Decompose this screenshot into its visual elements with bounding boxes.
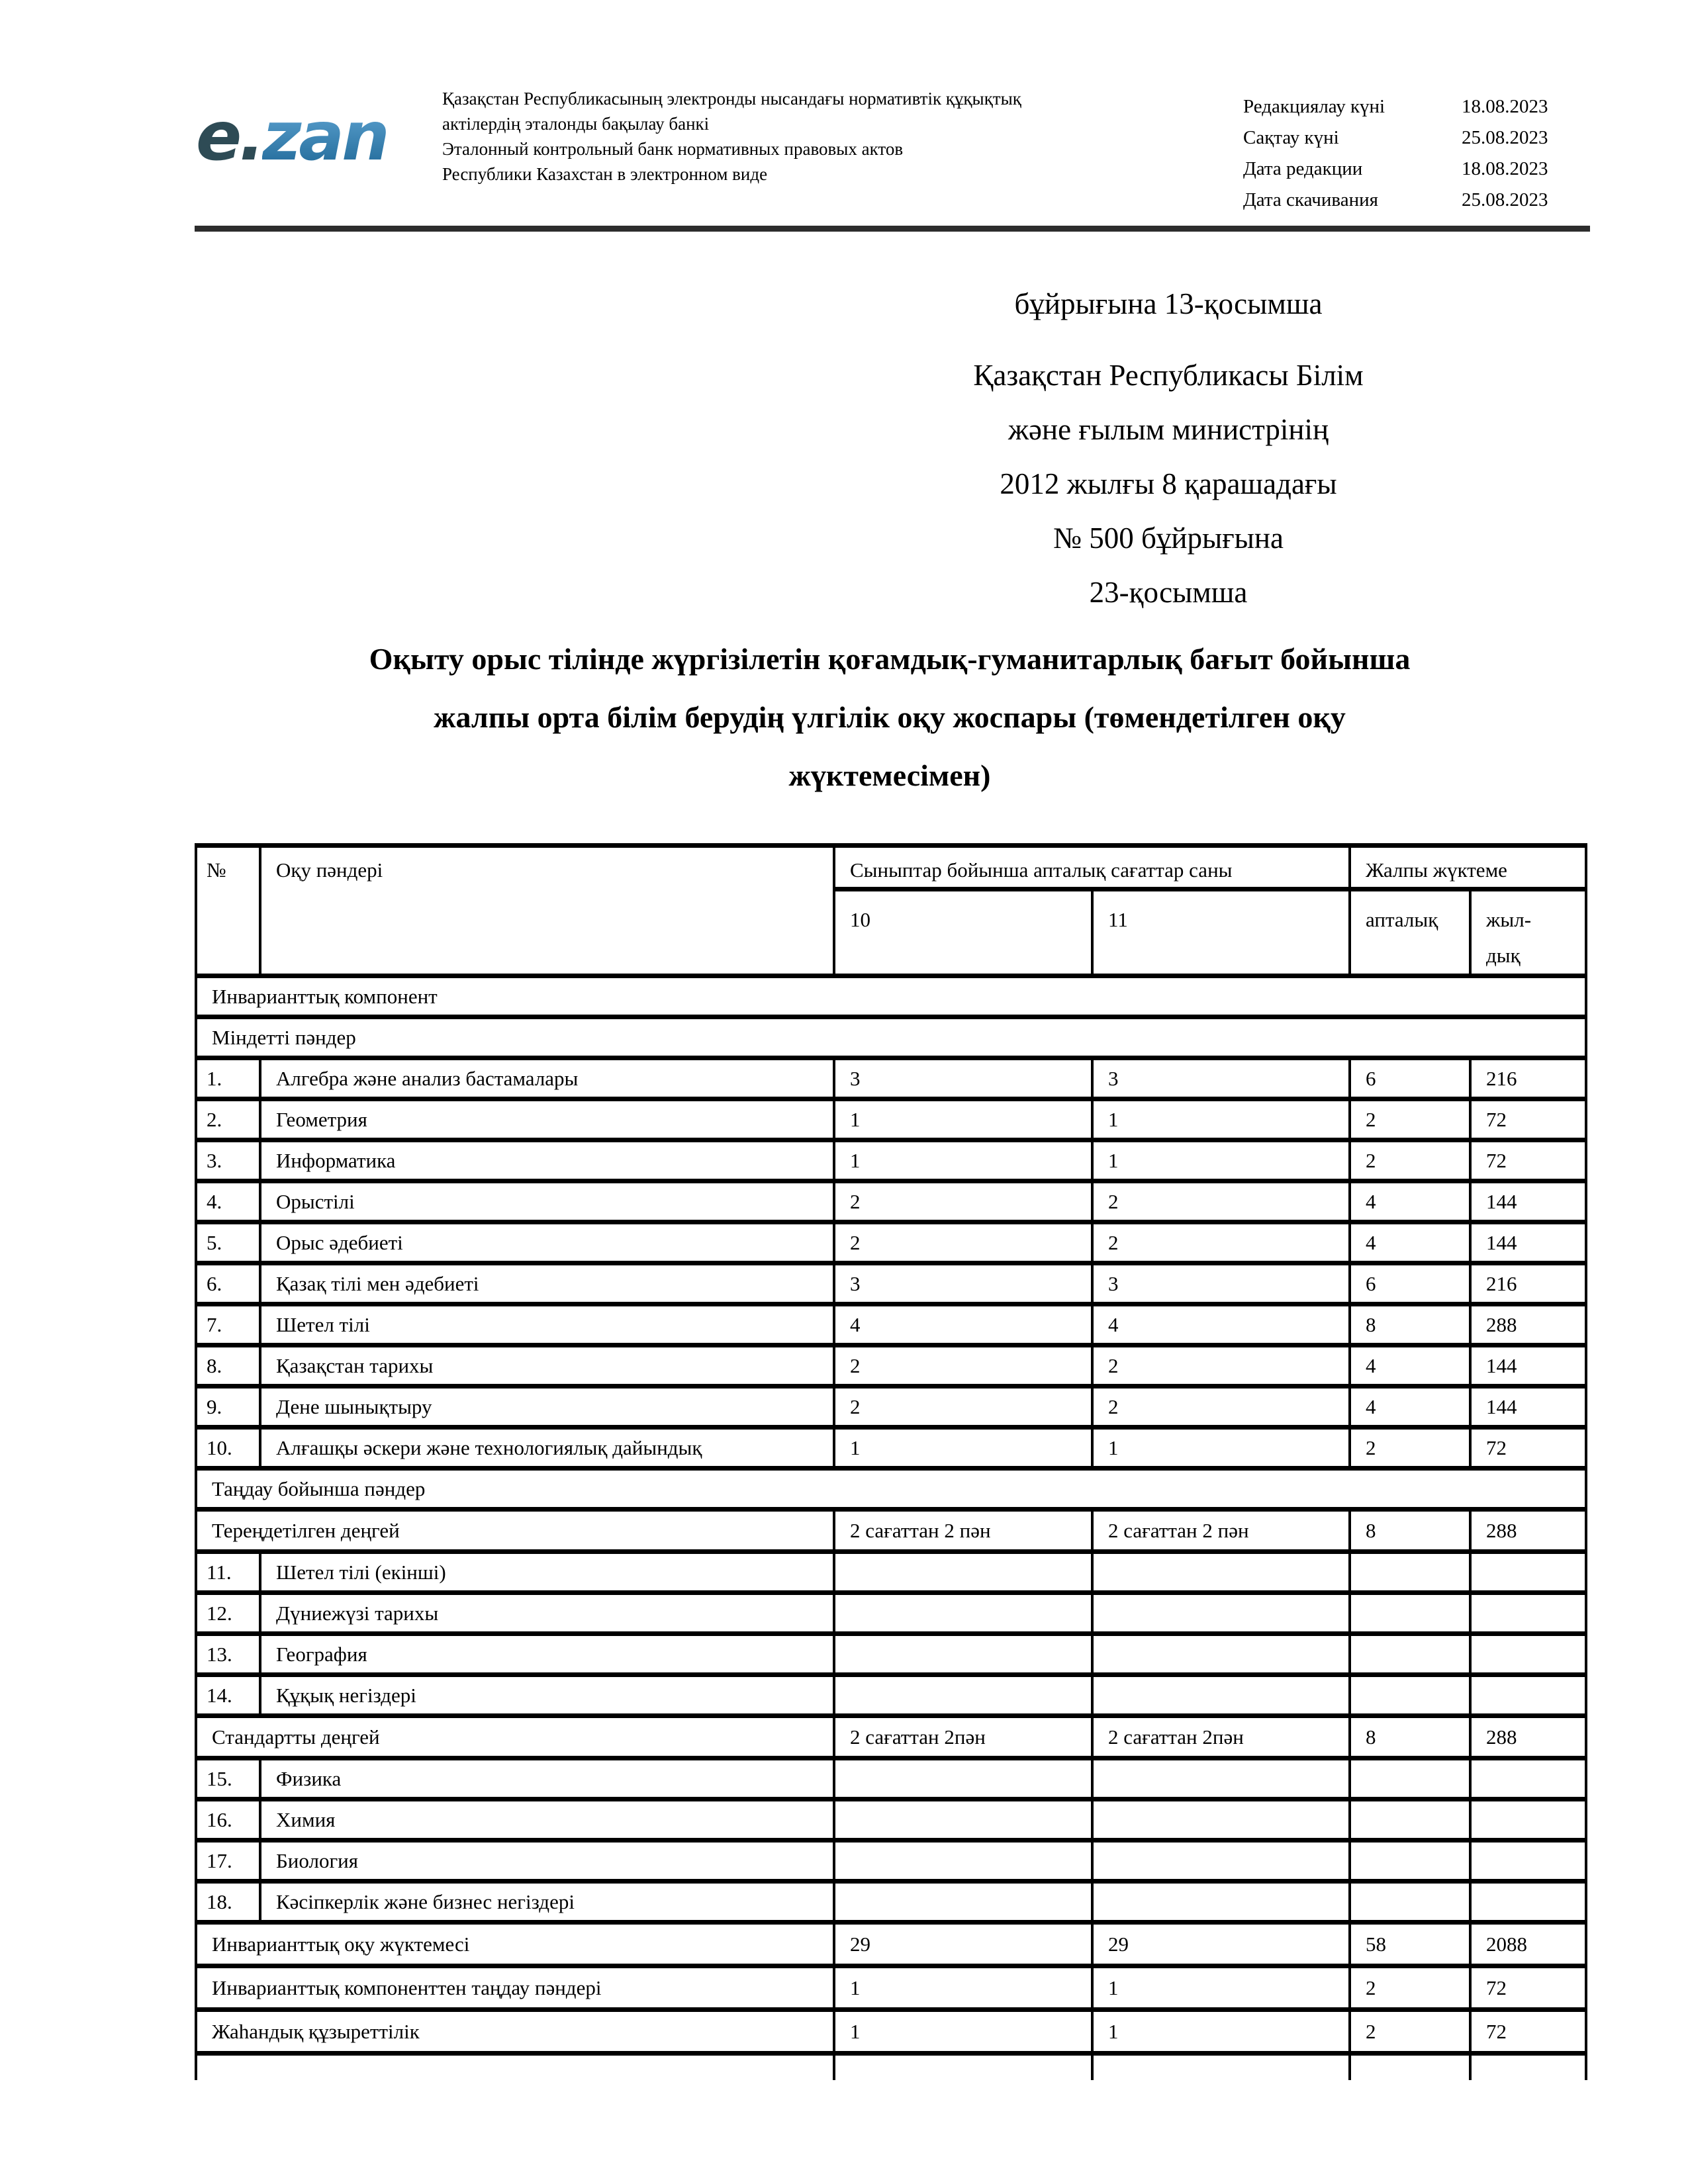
level-label-cell: Стандартты деңгей bbox=[196, 1716, 834, 1758]
total-label-cell bbox=[196, 2054, 834, 2080]
yearly-cell: 144 bbox=[1470, 1345, 1586, 1387]
subject-cell: Информатика bbox=[260, 1140, 834, 1181]
grade10-cell bbox=[834, 1758, 1092, 1799]
subject-row bbox=[196, 1675, 1586, 1716]
section-label-cell: Таңдау бойынша пәндер bbox=[196, 1469, 1586, 1510]
total-label-cell: Жаһандық құзыреттілік bbox=[196, 2010, 834, 2054]
date-value: 25.08.2023 bbox=[1462, 127, 1548, 148]
page-title-line: жүктемесімен) bbox=[788, 758, 991, 792]
weekly-cell: 4 bbox=[1350, 1387, 1470, 1428]
col-header-yearly: жыл-дық bbox=[1470, 889, 1586, 976]
weekly-cell: 6 bbox=[1350, 1263, 1470, 1304]
appendix-line: Қазақстан Республикасы Білім bbox=[973, 359, 1364, 392]
subject-cell: Алгебра және анализ бастамалары bbox=[260, 1058, 834, 1099]
num-cell: 5. bbox=[196, 1222, 260, 1263]
yearly-cell: 144 bbox=[1470, 1387, 1586, 1428]
total-row bbox=[196, 1966, 1586, 2010]
document-dates bbox=[1243, 91, 1548, 216]
weekly-cell: 2 bbox=[1350, 1428, 1470, 1469]
subject-row bbox=[196, 1058, 1586, 1099]
grade11-cell: 2 сағаттан 2пән bbox=[1092, 1716, 1350, 1758]
weekly-cell: 8 bbox=[1350, 1304, 1470, 1345]
subject-cell: Қазақстан тарихы bbox=[260, 1345, 834, 1387]
appendix-line: № 500 бұйрығына bbox=[1053, 522, 1284, 555]
level-row bbox=[196, 1716, 1586, 1758]
subject-row bbox=[196, 1882, 1586, 1923]
date-value: 18.08.2023 bbox=[1462, 96, 1548, 117]
total-label-cell: Инварианттық оқу жүктемесі bbox=[196, 1923, 834, 1966]
subject-row bbox=[196, 1304, 1586, 1345]
weekly-cell bbox=[1350, 2054, 1470, 2080]
weekly-cell: 4 bbox=[1350, 1345, 1470, 1387]
num-cell: 18. bbox=[196, 1882, 260, 1923]
col-header-grade-11: 11 bbox=[1092, 889, 1350, 976]
yearly-cell: 72 bbox=[1470, 1099, 1586, 1140]
yearly-cell: 216 bbox=[1470, 1058, 1586, 1099]
subject-cell: Орыс әдебиеті bbox=[260, 1222, 834, 1263]
subject-cell: Алғашқы әскери және технологиялық дайындық bbox=[260, 1428, 834, 1469]
weekly-cell: 2 bbox=[1350, 1966, 1470, 2010]
page-title bbox=[195, 630, 1585, 805]
date-label: Редакциялау күні bbox=[1243, 96, 1385, 117]
grade10-cell: 1 bbox=[834, 2010, 1092, 2054]
grade11-cell bbox=[1092, 1841, 1350, 1882]
subject-cell: Қазақ тілі мен әдебиеті bbox=[260, 1263, 834, 1304]
level-label-cell: Тереңдетілген деңгей bbox=[196, 1510, 834, 1552]
subject-cell: Шетел тілі bbox=[260, 1304, 834, 1345]
date-value: 18.08.2023 bbox=[1462, 158, 1548, 179]
grade11-cell: 1 bbox=[1092, 2010, 1350, 2054]
weekly-cell: 58 bbox=[1350, 1923, 1470, 1966]
grade10-cell bbox=[834, 1675, 1092, 1716]
col-header-total-load: Жалпы жүктеме bbox=[1350, 846, 1586, 889]
partial-row bbox=[196, 2054, 1586, 2080]
yearly-cell: 288 bbox=[1470, 1510, 1586, 1552]
yearly-cell: 144 bbox=[1470, 1222, 1586, 1263]
num-cell: 8. bbox=[196, 1345, 260, 1387]
grade10-cell: 2 bbox=[834, 1181, 1092, 1222]
weekly-cell: 4 bbox=[1350, 1181, 1470, 1222]
grade10-cell: 2 сағаттан 2пән bbox=[834, 1716, 1092, 1758]
grade11-cell: 2 bbox=[1092, 1181, 1350, 1222]
yearly-cell bbox=[1470, 1552, 1586, 1593]
date-label: Дата скачивания bbox=[1243, 189, 1378, 210]
grade11-cell bbox=[1092, 1675, 1350, 1716]
subject-cell: Геометрия bbox=[260, 1099, 834, 1140]
grade11-cell bbox=[1092, 1634, 1350, 1675]
appendix-line: 23-қосымша bbox=[1089, 576, 1248, 609]
ezan-logo bbox=[196, 97, 387, 176]
section-row bbox=[196, 1017, 1586, 1058]
grade11-cell bbox=[1092, 2054, 1350, 2080]
bank-title-line: Қазақстан Республикасының электронды нысандағы нормативтік құқықтық bbox=[442, 89, 1021, 109]
weekly-cell: 6 bbox=[1350, 1058, 1470, 1099]
bank-title-line: Республики Казахстан в электронном виде bbox=[442, 164, 768, 184]
grade10-cell: 1 bbox=[834, 1099, 1092, 1140]
weekly-cell bbox=[1350, 1593, 1470, 1634]
grade11-cell: 2 bbox=[1092, 1222, 1350, 1263]
yearly-cell bbox=[1470, 1841, 1586, 1882]
grade11-cell: 1 bbox=[1092, 1966, 1350, 2010]
page-title-line: Оқыту орыс тілінде жүргізілетін қоғамдық-гуманитарлық бағыт бойынша bbox=[369, 642, 1411, 676]
grade11-cell bbox=[1092, 1593, 1350, 1634]
total-row bbox=[196, 1923, 1586, 1966]
yearly-cell bbox=[1470, 2054, 1586, 2080]
grade10-cell bbox=[834, 1841, 1092, 1882]
subject-cell: Химия bbox=[260, 1799, 834, 1841]
col-header-weekly: апталық bbox=[1350, 889, 1470, 976]
subject-cell: Дүниежүзі тарихы bbox=[260, 1593, 834, 1634]
grade11-cell bbox=[1092, 1758, 1350, 1799]
date-label: Сақтау күні bbox=[1243, 127, 1339, 148]
grade10-cell bbox=[834, 1593, 1092, 1634]
curriculum-table bbox=[195, 843, 1587, 2080]
subject-cell: Құқық негіздері bbox=[260, 1675, 834, 1716]
grade11-cell: 3 bbox=[1092, 1263, 1350, 1304]
grade11-cell bbox=[1092, 1882, 1350, 1923]
subject-row bbox=[196, 1099, 1586, 1140]
subject-row bbox=[196, 1140, 1586, 1181]
subject-row bbox=[196, 1841, 1586, 1882]
subject-row bbox=[196, 1593, 1586, 1634]
weekly-cell bbox=[1350, 1634, 1470, 1675]
weekly-cell bbox=[1350, 1882, 1470, 1923]
grade11-cell: 2 bbox=[1092, 1345, 1350, 1387]
yearly-cell bbox=[1470, 1882, 1586, 1923]
grade11-cell: 2 bbox=[1092, 1387, 1350, 1428]
weekly-cell bbox=[1350, 1758, 1470, 1799]
section-label-cell: Инварианттық компонент bbox=[196, 976, 1586, 1017]
num-cell: 1. bbox=[196, 1058, 260, 1099]
num-cell: 17. bbox=[196, 1841, 260, 1882]
yearly-cell bbox=[1470, 1634, 1586, 1675]
yearly-cell: 288 bbox=[1470, 1716, 1586, 1758]
logo-text-dark: e. bbox=[196, 97, 262, 176]
subject-cell: Орыстілі bbox=[260, 1181, 834, 1222]
section-label-cell: Міндетті пәндер bbox=[196, 1017, 1586, 1058]
grade11-cell: 1 bbox=[1092, 1099, 1350, 1140]
grade10-cell: 1 bbox=[834, 1966, 1092, 2010]
yearly-cell bbox=[1470, 1593, 1586, 1634]
grade10-cell: 2 bbox=[834, 1387, 1092, 1428]
grade10-cell bbox=[834, 1552, 1092, 1593]
grade10-cell: 4 bbox=[834, 1304, 1092, 1345]
yearly-cell: 288 bbox=[1470, 1304, 1586, 1345]
yearly-cell: 144 bbox=[1470, 1181, 1586, 1222]
appendix-line: 2012 жылғы 8 қарашадағы bbox=[1000, 467, 1337, 500]
num-cell: 14. bbox=[196, 1675, 260, 1716]
grade11-cell: 1 bbox=[1092, 1140, 1350, 1181]
subject-row bbox=[196, 1428, 1586, 1469]
date-value: 25.08.2023 bbox=[1462, 189, 1548, 210]
bank-title-line: Эталонный контрольный банк нормативных правовых актов bbox=[442, 139, 904, 159]
subject-row bbox=[196, 1387, 1586, 1428]
appendix-line: және ғылым министрінің bbox=[1008, 413, 1329, 446]
grade10-cell bbox=[834, 2054, 1092, 2080]
weekly-cell: 2 bbox=[1350, 2010, 1470, 2054]
logo-text-blue: zan bbox=[261, 97, 387, 176]
total-row bbox=[196, 2010, 1586, 2054]
grade10-cell bbox=[834, 1799, 1092, 1841]
weekly-cell bbox=[1350, 1841, 1470, 1882]
grade11-cell: 2 сағаттан 2 пән bbox=[1092, 1510, 1350, 1552]
yearly-cell: 72 bbox=[1470, 1428, 1586, 1469]
subject-row bbox=[196, 1263, 1586, 1304]
yearly-cell bbox=[1470, 1799, 1586, 1841]
num-cell: 16. bbox=[196, 1799, 260, 1841]
grade10-cell: 29 bbox=[834, 1923, 1092, 1966]
section-row bbox=[196, 1469, 1586, 1510]
grade11-cell: 3 bbox=[1092, 1058, 1350, 1099]
weekly-cell: 8 bbox=[1350, 1510, 1470, 1552]
weekly-cell: 8 bbox=[1350, 1716, 1470, 1758]
subject-cell: Биология bbox=[260, 1841, 834, 1882]
grade11-cell bbox=[1092, 1552, 1350, 1593]
subject-row bbox=[196, 1345, 1586, 1387]
header-divider bbox=[195, 226, 1590, 232]
yearly-cell: 216 bbox=[1470, 1263, 1586, 1304]
grade10-cell: 2 bbox=[834, 1345, 1092, 1387]
col-header-num: № bbox=[196, 846, 260, 976]
grade10-cell: 2 сағаттан 2 пән bbox=[834, 1510, 1092, 1552]
num-cell: 10. bbox=[196, 1428, 260, 1469]
col-header-grade-10: 10 bbox=[834, 889, 1092, 976]
bank-title bbox=[442, 86, 1230, 187]
date-label: Дата редакции bbox=[1243, 158, 1363, 179]
subject-row bbox=[196, 1181, 1586, 1222]
weekly-cell bbox=[1350, 1799, 1470, 1841]
yearly-cell bbox=[1470, 1675, 1586, 1716]
col-header-subjects: Оқу пәндері bbox=[260, 846, 834, 976]
num-cell: 13. bbox=[196, 1634, 260, 1675]
weekly-cell: 2 bbox=[1350, 1140, 1470, 1181]
subject-cell: Шетел тілі (екінші) bbox=[260, 1552, 834, 1593]
grade10-cell: 1 bbox=[834, 1428, 1092, 1469]
yearly-cell: 72 bbox=[1470, 2010, 1586, 2054]
num-cell: 6. bbox=[196, 1263, 260, 1304]
grade11-cell: 29 bbox=[1092, 1923, 1350, 1966]
weekly-cell bbox=[1350, 1552, 1470, 1593]
subject-row bbox=[196, 1634, 1586, 1675]
num-cell: 7. bbox=[196, 1304, 260, 1345]
subject-cell: Кәсіпкерлік және бизнес негіздері bbox=[260, 1882, 834, 1923]
col-header-hours-by-class: Сыныптар бойынша апталық сағаттар саны bbox=[834, 846, 1350, 889]
grade11-cell bbox=[1092, 1799, 1350, 1841]
yearly-cell: 72 bbox=[1470, 1966, 1586, 2010]
subject-row bbox=[196, 1552, 1586, 1593]
total-label-cell: Инварианттық компоненттен таңдау пәндері bbox=[196, 1966, 834, 2010]
grade10-cell bbox=[834, 1882, 1092, 1923]
table-header-row bbox=[196, 846, 1586, 889]
num-cell: 12. bbox=[196, 1593, 260, 1634]
subject-row bbox=[196, 1799, 1586, 1841]
bank-title-line: актілердің эталонды бақылау банкі bbox=[442, 114, 710, 134]
appendix-line: бұйрығына 13-қосымша bbox=[1014, 287, 1323, 320]
subject-cell: Дене шынықтыру bbox=[260, 1387, 834, 1428]
grade11-cell: 1 bbox=[1092, 1428, 1350, 1469]
num-cell: 4. bbox=[196, 1181, 260, 1222]
num-cell: 3. bbox=[196, 1140, 260, 1181]
appendix-block bbox=[907, 277, 1430, 619]
grade10-cell bbox=[834, 1634, 1092, 1675]
grade10-cell: 1 bbox=[834, 1140, 1092, 1181]
num-cell: 2. bbox=[196, 1099, 260, 1140]
weekly-cell: 2 bbox=[1350, 1099, 1470, 1140]
grade10-cell: 3 bbox=[834, 1058, 1092, 1099]
num-cell: 15. bbox=[196, 1758, 260, 1799]
yearly-cell: 2088 bbox=[1470, 1923, 1586, 1966]
section-row bbox=[196, 976, 1586, 1017]
subject-row bbox=[196, 1222, 1586, 1263]
grade10-cell: 2 bbox=[834, 1222, 1092, 1263]
num-cell: 9. bbox=[196, 1387, 260, 1428]
grade10-cell: 3 bbox=[834, 1263, 1092, 1304]
yearly-cell bbox=[1470, 1758, 1586, 1799]
subject-row bbox=[196, 1758, 1586, 1799]
subject-cell: География bbox=[260, 1634, 834, 1675]
level-row bbox=[196, 1510, 1586, 1552]
grade11-cell: 4 bbox=[1092, 1304, 1350, 1345]
weekly-cell bbox=[1350, 1675, 1470, 1716]
weekly-cell: 4 bbox=[1350, 1222, 1470, 1263]
yearly-cell: 72 bbox=[1470, 1140, 1586, 1181]
page-title-line: жалпы орта білім берудің үлгілік оқу жоспары (төмендетілген оқу bbox=[434, 700, 1346, 734]
num-cell: 11. bbox=[196, 1552, 260, 1593]
subject-cell: Физика bbox=[260, 1758, 834, 1799]
